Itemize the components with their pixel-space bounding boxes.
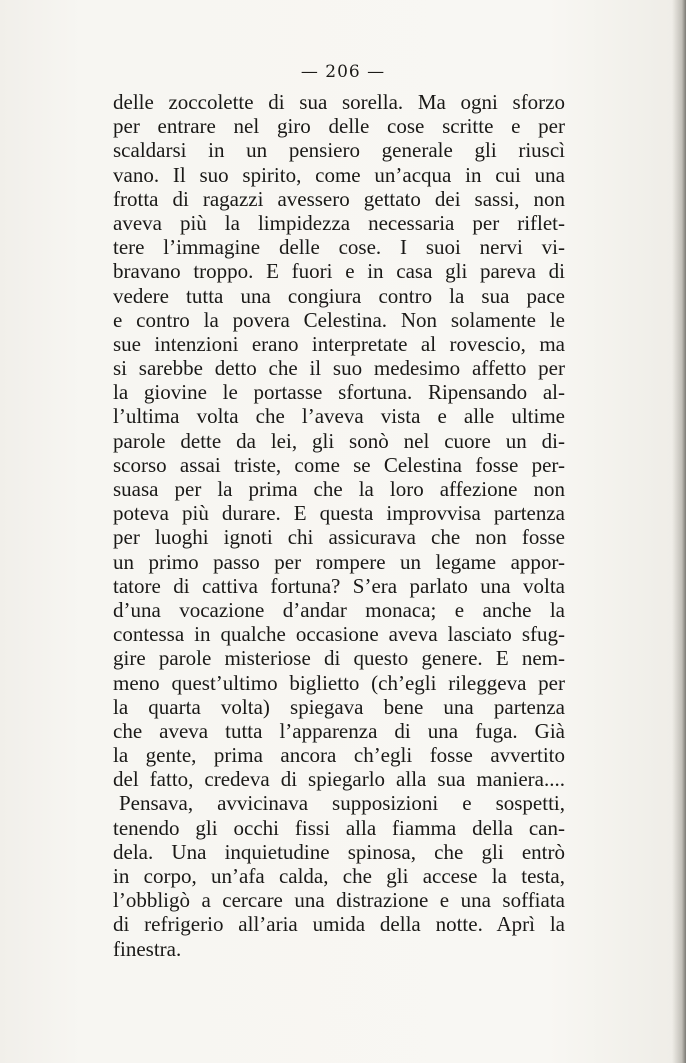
text-line: in corpo, un’afa calda, che gli accese la testa, (113, 864, 565, 888)
text-line: scorso assai triste, come se Celestina fosse per- (113, 452, 565, 477)
text-line: parole dette da lei, gli sonò nel cuore un di- (113, 428, 565, 453)
text-line: e contro la povera Celestina. Non solamente le (113, 307, 565, 332)
text-line: la gente, prima ancora ch’egli fosse avvertito (113, 743, 565, 768)
text-line: sue intenzioni erano interpretate al rovescio, ma (113, 331, 565, 356)
text-line: tere l’immagine delle cose. I suoi nervi vi- (113, 235, 565, 260)
text-line: bravano troppo. E fuori e in casa gli pareva di (113, 259, 565, 284)
text-line: del fatto, credeva di spiegarlo alla sua maniera.... (113, 767, 565, 792)
text-line: si sarebbe detto che il suo medesimo affetto per (113, 356, 565, 381)
text-line: di refrigerio all’aria umida della notte. Aprì la (113, 912, 565, 937)
text-line: vedere tutta una congiura contro la sua pace (113, 283, 565, 308)
text-line: frotta di ragazzi avessero gettato dei sassi, non (113, 186, 565, 211)
page-number: — 206 — (300, 62, 386, 82)
text-line: vano. Il suo spirito, come un’acqua in cui una (113, 162, 565, 187)
text-line: poteva più durare. E questa improvvisa partenza (113, 501, 565, 526)
text-line: scaldarsi in un pensiero generale gli riuscì (113, 138, 565, 163)
text-line: delle zoccolette di sua sorella. Ma ogni sforzo (113, 90, 565, 114)
text-line: gire parole misteriose di questo genere. E nem- (113, 646, 565, 671)
text-line: finestra. (113, 936, 182, 961)
text-line: meno quest’ultimo biglietto (ch’egli rileggeva per (113, 670, 565, 695)
text-line: dela. Una inquietudine spinosa, che gli entrò (113, 839, 565, 864)
text-line: suasa per la prima che la loro affezione non (113, 477, 565, 501)
text-line: contessa in qualche occasione aveva lasciato sfug- (113, 622, 565, 647)
text-line: la giovine le portasse sfortuna. Ripensando al- (113, 380, 565, 405)
text-line: l’ultima volta che l’aveva vista e alle ultime (113, 404, 565, 429)
text-line: per entrare nel giro delle cose scritte e per (113, 114, 565, 139)
text-line: che aveva tutta l’apparenza di una fuga. Già (113, 718, 565, 743)
text-line: aveva più la limpidezza necessaria per riflet- (113, 210, 565, 235)
text-line: tatore di cattiva fortuna? S’era parlato una volta (113, 573, 565, 598)
text-line: d’una vocazione d’andar monaca; e anche la (113, 597, 565, 622)
text-line: per luoghi ignoti chi assicurava che non fosse (113, 525, 565, 550)
page-edge-shadow (672, 0, 686, 1063)
text-line: tenendo gli occhi fissi alla fiamma della can- (113, 815, 565, 840)
text-line: l’obbligò a cercare una distrazione e una soffiata (113, 888, 565, 913)
body-text (113, 90, 565, 961)
text-line: un primo passo per rompere un legame appor- (113, 549, 565, 574)
text-line: la quarta volta) spiegava bene una partenza (113, 694, 565, 719)
paragraph-start-line: Pensava, avvicinava supposizioni e sospetti, (119, 791, 565, 816)
